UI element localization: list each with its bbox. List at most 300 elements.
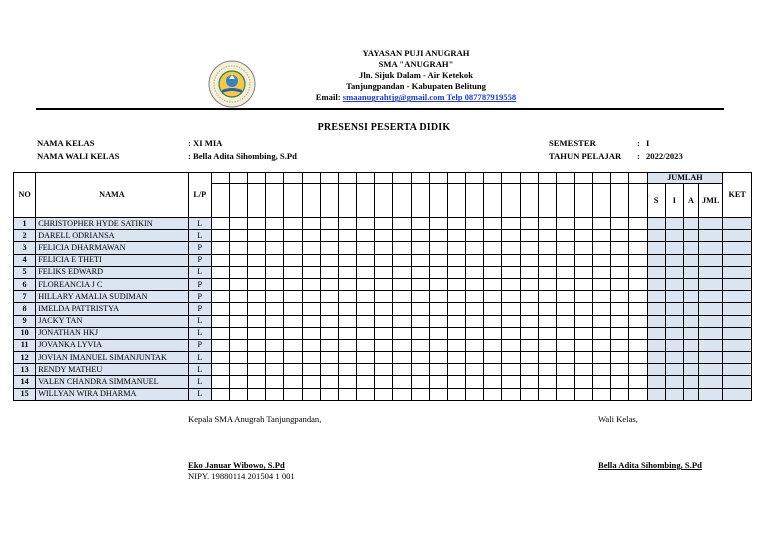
attendance-cell[interactable]	[302, 242, 320, 254]
attendance-cell[interactable]	[447, 278, 465, 290]
attendance-cell[interactable]	[574, 327, 592, 339]
attendance-cell[interactable]	[393, 376, 411, 388]
attendance-cell[interactable]	[466, 315, 484, 327]
attendance-cell[interactable]	[466, 266, 484, 278]
attendance-cell[interactable]	[320, 242, 338, 254]
attendance-cell[interactable]	[538, 254, 556, 266]
attendance-cell[interactable]	[593, 303, 611, 315]
attendance-cell[interactable]	[629, 376, 647, 388]
attendance-cell[interactable]	[266, 218, 284, 230]
attendance-cell[interactable]	[302, 291, 320, 303]
attendance-cell[interactable]	[266, 266, 284, 278]
attendance-cell[interactable]	[375, 376, 393, 388]
attendance-cell[interactable]	[211, 291, 229, 303]
attendance-cell[interactable]	[466, 278, 484, 290]
attendance-cell[interactable]	[393, 303, 411, 315]
attendance-cell[interactable]	[593, 230, 611, 242]
attendance-cell[interactable]	[320, 291, 338, 303]
attendance-cell[interactable]	[357, 242, 375, 254]
attendance-cell[interactable]	[611, 352, 629, 364]
attendance-cell[interactable]	[284, 291, 302, 303]
attendance-cell[interactable]	[502, 254, 520, 266]
attendance-cell[interactable]	[520, 291, 538, 303]
attendance-cell[interactable]	[629, 303, 647, 315]
attendance-cell[interactable]	[284, 327, 302, 339]
attendance-cell[interactable]	[484, 230, 502, 242]
attendance-cell[interactable]	[211, 254, 229, 266]
attendance-cell[interactable]	[248, 291, 266, 303]
attendance-cell[interactable]	[266, 339, 284, 351]
attendance-cell[interactable]	[611, 242, 629, 254]
attendance-cell[interactable]	[502, 364, 520, 376]
attendance-cell[interactable]	[484, 266, 502, 278]
attendance-cell[interactable]	[574, 352, 592, 364]
attendance-cell[interactable]	[357, 364, 375, 376]
attendance-cell[interactable]	[266, 352, 284, 364]
attendance-cell[interactable]	[411, 376, 429, 388]
attendance-cell[interactable]	[466, 376, 484, 388]
attendance-cell[interactable]	[538, 230, 556, 242]
attendance-cell[interactable]	[629, 291, 647, 303]
attendance-cell[interactable]	[520, 315, 538, 327]
attendance-cell[interactable]	[230, 303, 248, 315]
attendance-cell[interactable]	[593, 291, 611, 303]
attendance-cell[interactable]	[466, 327, 484, 339]
attendance-cell[interactable]	[357, 266, 375, 278]
attendance-cell[interactable]	[629, 388, 647, 400]
attendance-cell[interactable]	[266, 278, 284, 290]
attendance-cell[interactable]	[302, 254, 320, 266]
attendance-cell[interactable]	[248, 266, 266, 278]
attendance-cell[interactable]	[211, 278, 229, 290]
attendance-cell[interactable]	[357, 339, 375, 351]
attendance-cell[interactable]	[266, 254, 284, 266]
attendance-cell[interactable]	[484, 388, 502, 400]
attendance-cell[interactable]	[393, 278, 411, 290]
attendance-cell[interactable]	[266, 376, 284, 388]
attendance-cell[interactable]	[248, 218, 266, 230]
attendance-cell[interactable]	[447, 388, 465, 400]
attendance-cell[interactable]	[484, 242, 502, 254]
attendance-cell[interactable]	[211, 242, 229, 254]
attendance-cell[interactable]	[248, 230, 266, 242]
attendance-cell[interactable]	[556, 315, 574, 327]
attendance-cell[interactable]	[466, 254, 484, 266]
attendance-cell[interactable]	[375, 242, 393, 254]
attendance-cell[interactable]	[393, 254, 411, 266]
attendance-cell[interactable]	[502, 327, 520, 339]
attendance-cell[interactable]	[211, 218, 229, 230]
attendance-cell[interactable]	[248, 376, 266, 388]
attendance-cell[interactable]	[411, 315, 429, 327]
attendance-cell[interactable]	[466, 339, 484, 351]
attendance-cell[interactable]	[411, 388, 429, 400]
attendance-cell[interactable]	[375, 218, 393, 230]
attendance-cell[interactable]	[556, 218, 574, 230]
attendance-cell[interactable]	[284, 278, 302, 290]
attendance-cell[interactable]	[266, 303, 284, 315]
attendance-cell[interactable]	[320, 303, 338, 315]
attendance-cell[interactable]	[556, 266, 574, 278]
attendance-cell[interactable]	[429, 364, 447, 376]
attendance-cell[interactable]	[284, 376, 302, 388]
attendance-cell[interactable]	[574, 278, 592, 290]
attendance-cell[interactable]	[230, 388, 248, 400]
attendance-cell[interactable]	[338, 266, 356, 278]
attendance-cell[interactable]	[393, 327, 411, 339]
attendance-cell[interactable]	[375, 291, 393, 303]
attendance-cell[interactable]	[411, 278, 429, 290]
attendance-cell[interactable]	[338, 218, 356, 230]
attendance-cell[interactable]	[302, 352, 320, 364]
attendance-cell[interactable]	[429, 352, 447, 364]
attendance-cell[interactable]	[338, 242, 356, 254]
attendance-cell[interactable]	[556, 339, 574, 351]
attendance-cell[interactable]	[429, 218, 447, 230]
attendance-cell[interactable]	[429, 376, 447, 388]
attendance-cell[interactable]	[248, 339, 266, 351]
attendance-cell[interactable]	[611, 315, 629, 327]
attendance-cell[interactable]	[484, 327, 502, 339]
attendance-cell[interactable]	[284, 388, 302, 400]
attendance-cell[interactable]	[484, 352, 502, 364]
attendance-cell[interactable]	[593, 242, 611, 254]
attendance-cell[interactable]	[484, 218, 502, 230]
attendance-cell[interactable]	[411, 218, 429, 230]
attendance-cell[interactable]	[629, 230, 647, 242]
attendance-cell[interactable]	[411, 339, 429, 351]
attendance-cell[interactable]	[593, 388, 611, 400]
attendance-cell[interactable]	[574, 291, 592, 303]
attendance-cell[interactable]	[611, 291, 629, 303]
attendance-cell[interactable]	[320, 218, 338, 230]
attendance-cell[interactable]	[502, 376, 520, 388]
attendance-cell[interactable]	[574, 339, 592, 351]
attendance-cell[interactable]	[248, 327, 266, 339]
attendance-cell[interactable]	[393, 315, 411, 327]
attendance-cell[interactable]	[611, 218, 629, 230]
attendance-cell[interactable]	[538, 376, 556, 388]
attendance-cell[interactable]	[338, 364, 356, 376]
attendance-cell[interactable]	[556, 376, 574, 388]
attendance-cell[interactable]	[466, 388, 484, 400]
attendance-cell[interactable]	[320, 327, 338, 339]
attendance-cell[interactable]	[230, 315, 248, 327]
attendance-cell[interactable]	[320, 278, 338, 290]
attendance-cell[interactable]	[447, 315, 465, 327]
attendance-cell[interactable]	[338, 339, 356, 351]
attendance-cell[interactable]	[248, 352, 266, 364]
attendance-cell[interactable]	[302, 388, 320, 400]
attendance-cell[interactable]	[611, 327, 629, 339]
attendance-cell[interactable]	[447, 364, 465, 376]
attendance-cell[interactable]	[429, 388, 447, 400]
attendance-cell[interactable]	[375, 254, 393, 266]
attendance-cell[interactable]	[302, 218, 320, 230]
attendance-cell[interactable]	[375, 230, 393, 242]
attendance-cell[interactable]	[230, 230, 248, 242]
attendance-cell[interactable]	[538, 291, 556, 303]
attendance-cell[interactable]	[302, 230, 320, 242]
attendance-cell[interactable]	[466, 364, 484, 376]
attendance-cell[interactable]	[574, 303, 592, 315]
attendance-cell[interactable]	[375, 266, 393, 278]
attendance-cell[interactable]	[411, 242, 429, 254]
attendance-cell[interactable]	[429, 339, 447, 351]
attendance-cell[interactable]	[520, 352, 538, 364]
attendance-cell[interactable]	[393, 242, 411, 254]
attendance-cell[interactable]	[230, 364, 248, 376]
attendance-cell[interactable]	[248, 278, 266, 290]
attendance-cell[interactable]	[248, 254, 266, 266]
attendance-cell[interactable]	[393, 291, 411, 303]
attendance-cell[interactable]	[538, 218, 556, 230]
attendance-cell[interactable]	[393, 218, 411, 230]
attendance-cell[interactable]	[302, 339, 320, 351]
attendance-cell[interactable]	[357, 278, 375, 290]
attendance-cell[interactable]	[357, 352, 375, 364]
attendance-cell[interactable]	[211, 266, 229, 278]
attendance-cell[interactable]	[538, 315, 556, 327]
attendance-cell[interactable]	[411, 327, 429, 339]
attendance-cell[interactable]	[320, 339, 338, 351]
attendance-cell[interactable]	[502, 291, 520, 303]
attendance-cell[interactable]	[429, 242, 447, 254]
attendance-cell[interactable]	[320, 315, 338, 327]
attendance-cell[interactable]	[556, 278, 574, 290]
attendance-cell[interactable]	[484, 254, 502, 266]
attendance-cell[interactable]	[447, 242, 465, 254]
attendance-cell[interactable]	[429, 254, 447, 266]
attendance-cell[interactable]	[484, 376, 502, 388]
attendance-cell[interactable]	[574, 266, 592, 278]
attendance-cell[interactable]	[338, 303, 356, 315]
attendance-cell[interactable]	[357, 327, 375, 339]
attendance-cell[interactable]	[338, 327, 356, 339]
attendance-cell[interactable]	[466, 291, 484, 303]
attendance-cell[interactable]	[393, 352, 411, 364]
attendance-cell[interactable]	[611, 376, 629, 388]
attendance-cell[interactable]	[284, 218, 302, 230]
attendance-cell[interactable]	[502, 266, 520, 278]
attendance-cell[interactable]	[611, 364, 629, 376]
attendance-cell[interactable]	[211, 315, 229, 327]
attendance-cell[interactable]	[375, 339, 393, 351]
attendance-cell[interactable]	[520, 218, 538, 230]
attendance-cell[interactable]	[447, 291, 465, 303]
attendance-cell[interactable]	[338, 315, 356, 327]
attendance-cell[interactable]	[593, 278, 611, 290]
attendance-cell[interactable]	[484, 364, 502, 376]
attendance-cell[interactable]	[593, 315, 611, 327]
attendance-cell[interactable]	[466, 303, 484, 315]
attendance-cell[interactable]	[393, 339, 411, 351]
attendance-cell[interactable]	[447, 303, 465, 315]
attendance-cell[interactable]	[411, 303, 429, 315]
attendance-cell[interactable]	[375, 388, 393, 400]
attendance-cell[interactable]	[629, 218, 647, 230]
attendance-cell[interactable]	[248, 303, 266, 315]
attendance-cell[interactable]	[248, 242, 266, 254]
attendance-cell[interactable]	[593, 339, 611, 351]
attendance-cell[interactable]	[338, 376, 356, 388]
attendance-cell[interactable]	[574, 364, 592, 376]
attendance-cell[interactable]	[302, 327, 320, 339]
attendance-cell[interactable]	[629, 339, 647, 351]
attendance-cell[interactable]	[556, 254, 574, 266]
attendance-cell[interactable]	[411, 364, 429, 376]
attendance-cell[interactable]	[611, 303, 629, 315]
attendance-cell[interactable]	[284, 242, 302, 254]
attendance-cell[interactable]	[393, 388, 411, 400]
attendance-cell[interactable]	[502, 315, 520, 327]
attendance-cell[interactable]	[266, 230, 284, 242]
attendance-cell[interactable]	[320, 352, 338, 364]
attendance-cell[interactable]	[211, 327, 229, 339]
attendance-cell[interactable]	[248, 315, 266, 327]
attendance-cell[interactable]	[556, 242, 574, 254]
attendance-cell[interactable]	[302, 278, 320, 290]
attendance-cell[interactable]	[211, 339, 229, 351]
attendance-cell[interactable]	[538, 242, 556, 254]
attendance-cell[interactable]	[466, 230, 484, 242]
attendance-cell[interactable]	[338, 278, 356, 290]
attendance-cell[interactable]	[211, 376, 229, 388]
attendance-cell[interactable]	[375, 303, 393, 315]
attendance-cell[interactable]	[411, 352, 429, 364]
attendance-cell[interactable]	[320, 376, 338, 388]
attendance-cell[interactable]	[611, 266, 629, 278]
attendance-cell[interactable]	[447, 339, 465, 351]
attendance-cell[interactable]	[211, 388, 229, 400]
attendance-cell[interactable]	[302, 376, 320, 388]
attendance-cell[interactable]	[538, 303, 556, 315]
attendance-cell[interactable]	[502, 388, 520, 400]
attendance-cell[interactable]	[629, 242, 647, 254]
attendance-cell[interactable]	[574, 254, 592, 266]
attendance-cell[interactable]	[393, 364, 411, 376]
attendance-cell[interactable]	[266, 364, 284, 376]
attendance-cell[interactable]	[230, 278, 248, 290]
attendance-cell[interactable]	[211, 303, 229, 315]
attendance-cell[interactable]	[375, 327, 393, 339]
attendance-cell[interactable]	[502, 339, 520, 351]
attendance-cell[interactable]	[574, 242, 592, 254]
attendance-cell[interactable]	[593, 254, 611, 266]
attendance-cell[interactable]	[429, 315, 447, 327]
attendance-cell[interactable]	[538, 352, 556, 364]
attendance-cell[interactable]	[357, 254, 375, 266]
attendance-cell[interactable]	[556, 291, 574, 303]
attendance-cell[interactable]	[484, 291, 502, 303]
attendance-cell[interactable]	[520, 364, 538, 376]
attendance-cell[interactable]	[629, 352, 647, 364]
attendance-cell[interactable]	[520, 327, 538, 339]
attendance-cell[interactable]	[357, 376, 375, 388]
attendance-cell[interactable]	[429, 291, 447, 303]
attendance-cell[interactable]	[538, 364, 556, 376]
attendance-cell[interactable]	[538, 278, 556, 290]
attendance-cell[interactable]	[230, 218, 248, 230]
attendance-cell[interactable]	[284, 230, 302, 242]
attendance-cell[interactable]	[556, 364, 574, 376]
attendance-cell[interactable]	[447, 230, 465, 242]
attendance-cell[interactable]	[520, 242, 538, 254]
attendance-cell[interactable]	[302, 266, 320, 278]
email-link[interactable]: smaanugrahtjg@gmail.com Telp 08778791955	[342, 92, 512, 103]
attendance-cell[interactable]	[211, 364, 229, 376]
attendance-cell[interactable]	[556, 230, 574, 242]
attendance-cell[interactable]	[320, 364, 338, 376]
attendance-cell[interactable]	[429, 303, 447, 315]
attendance-cell[interactable]	[484, 315, 502, 327]
attendance-cell[interactable]	[611, 230, 629, 242]
attendance-cell[interactable]	[629, 266, 647, 278]
attendance-cell[interactable]	[411, 230, 429, 242]
attendance-cell[interactable]	[520, 278, 538, 290]
attendance-cell[interactable]	[520, 266, 538, 278]
attendance-cell[interactable]	[574, 376, 592, 388]
attendance-cell[interactable]	[520, 230, 538, 242]
attendance-cell[interactable]	[593, 327, 611, 339]
attendance-cell[interactable]	[538, 327, 556, 339]
attendance-cell[interactable]	[248, 364, 266, 376]
attendance-cell[interactable]	[574, 388, 592, 400]
attendance-cell[interactable]	[447, 327, 465, 339]
attendance-cell[interactable]	[393, 230, 411, 242]
attendance-cell[interactable]	[538, 388, 556, 400]
attendance-cell[interactable]	[502, 352, 520, 364]
attendance-cell[interactable]	[302, 315, 320, 327]
attendance-cell[interactable]	[411, 291, 429, 303]
attendance-cell[interactable]	[429, 327, 447, 339]
attendance-cell[interactable]	[520, 339, 538, 351]
attendance-cell[interactable]	[266, 388, 284, 400]
attendance-cell[interactable]	[284, 315, 302, 327]
attendance-cell[interactable]	[447, 218, 465, 230]
attendance-cell[interactable]	[320, 230, 338, 242]
attendance-cell[interactable]	[302, 364, 320, 376]
attendance-cell[interactable]	[248, 388, 266, 400]
attendance-cell[interactable]	[502, 242, 520, 254]
attendance-cell[interactable]	[484, 278, 502, 290]
attendance-cell[interactable]	[357, 388, 375, 400]
attendance-cell[interactable]	[375, 315, 393, 327]
attendance-cell[interactable]	[429, 278, 447, 290]
attendance-cell[interactable]	[429, 266, 447, 278]
attendance-cell[interactable]	[320, 266, 338, 278]
attendance-cell[interactable]	[629, 327, 647, 339]
attendance-cell[interactable]	[538, 339, 556, 351]
attendance-cell[interactable]	[320, 254, 338, 266]
attendance-cell[interactable]	[284, 303, 302, 315]
attendance-cell[interactable]	[593, 364, 611, 376]
attendance-cell[interactable]	[266, 291, 284, 303]
attendance-cell[interactable]	[266, 242, 284, 254]
attendance-cell[interactable]	[484, 339, 502, 351]
attendance-cell[interactable]	[611, 278, 629, 290]
attendance-cell[interactable]	[211, 352, 229, 364]
attendance-cell[interactable]	[375, 278, 393, 290]
attendance-cell[interactable]	[520, 388, 538, 400]
attendance-cell[interactable]	[629, 364, 647, 376]
attendance-cell[interactable]	[556, 388, 574, 400]
attendance-cell[interactable]	[211, 230, 229, 242]
attendance-cell[interactable]	[338, 254, 356, 266]
attendance-cell[interactable]	[593, 352, 611, 364]
attendance-cell[interactable]	[338, 291, 356, 303]
attendance-cell[interactable]	[357, 315, 375, 327]
